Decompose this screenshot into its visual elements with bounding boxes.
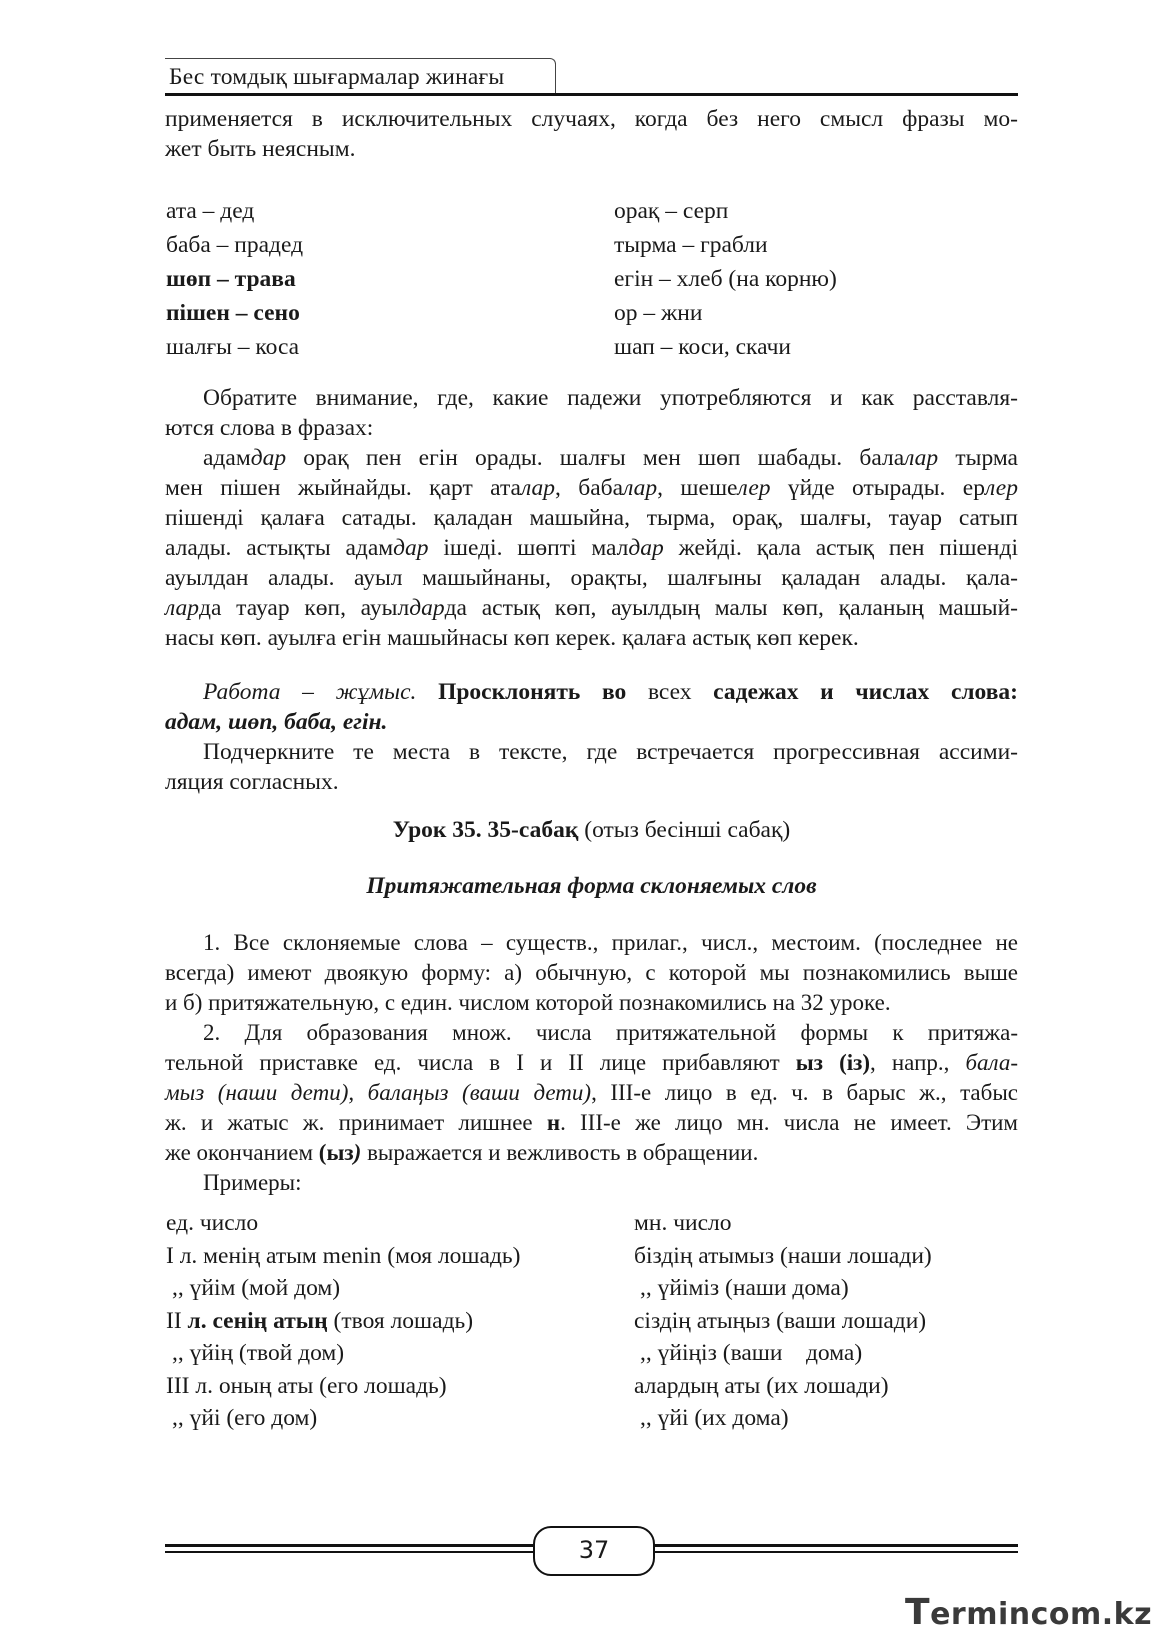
task-paragraph [165,677,1018,797]
task-words: адам, шөп, баба, егін. [165,709,388,735]
notice-line-2: ются слова в фразах: [165,415,374,441]
rule-1-line-1: 1. Все склоняемые слова – существ., прилаг., числ., местоим. (последнее не [203,930,1018,955]
example-item: I л. менің атым menin (моя лошадь) [166,1242,521,1269]
vocab-item: орақ – серп [614,198,729,224]
vocab-item: егін – хлеб (на корню) [614,266,837,292]
example-item: алардың аты (их лошади) [634,1372,889,1399]
examples-singular-head: ед. число [166,1210,259,1236]
underline-task-line-1: Подчеркните те места в тексте, где встречается прогрессивная ассими- [203,739,1018,765]
example-item: ,, үйің (твой дом) [172,1340,345,1366]
running-header [165,58,1018,94]
examples-label: Примеры: [203,1170,302,1195]
examples-plural-column [634,1207,932,1435]
vocab-item: шөп – трава [166,266,296,292]
vocab-item: баба – прадед [166,232,304,258]
example-item: ,, үйім (мой дом) [172,1275,341,1301]
vocab-item: шалғы – коса [166,334,300,360]
example-item: ,, үйі (его дом) [172,1405,318,1431]
example-item: III л. оның аты (его лошадь) [166,1372,447,1399]
vocab-item: ата – дед [166,198,255,224]
task-line-1: Работа – жұмыс. Просклонять во всех садежах и числах слова: [203,679,1018,705]
notice-paragraph [165,383,1018,443]
page-number-frame [533,1526,655,1576]
rule-2-line-4: ж. и жатыс ж. принимает лишнее н. III-е же лицо мн. числа не имеет. Этим [165,1110,1018,1135]
vocab-item: пішен – сено [166,300,300,326]
intro-line-1: применяется в исключительных случаях, когда без него смысл фразы мо- [165,106,1018,132]
rule-2-line-1: 2. Для образования множ. числа притяжательной формы к притяжа- [203,1020,1018,1045]
text-line-3: пішенді қалаға сатады. қаладан машыйна, тырма, орақ, шалғы, тауар сатып [165,505,1018,531]
rule-1-line-3: и б) притяжательную, с един. числом которой познакомились на 32 уроке. [165,990,891,1015]
text-line-5: ауылдан алады. ауыл машыйнаны, орақты, шалғыны қаладан алады. қала- [165,565,1018,591]
vocab-left-column [166,194,303,364]
example-item: сіздің атыңыз (ваши лошади) [634,1307,927,1334]
vocab-right-column [614,194,837,364]
rule-2-line-3: мыз (наши дети), балаңыз (ваши дети), III-е лицо в ед. ч. в барыс ж., табыс [165,1080,1019,1105]
rules-paragraph [165,928,1018,1198]
vocab-item: ор – жни [614,300,703,326]
rule-2-line-2: тельной приставке ед. числа в I и II лице прибавляют ыз (із), напр., бала- [165,1050,1019,1075]
notice-line-1: Обратите внимание, где, какие падежи употребляются и как расставля- [203,385,1018,411]
examples-singular-column [166,1207,520,1435]
header-rule [165,93,1018,96]
rule-2-line-5: же окончанием (ыз) выражается и вежливость в обращении. [165,1140,759,1165]
example-item: ,, үйі (их дома) [640,1405,789,1431]
intro-line-2: жет быть неясным. [165,136,356,162]
underline-task-line-2: ляция согласных. [165,769,339,795]
text-line-1: адамдар орақ пен егін орады. шалғы мен шөп шабады. балалар тырма [203,445,1018,471]
example-item: біздің атымыз (наши лошади) [634,1242,932,1269]
lesson-subtitle: Притяжательная форма склоняемых слов [366,873,817,899]
watermark-logo: Termincom.kz [905,1592,1153,1633]
vocab-item: тырма – грабли [614,232,768,258]
vocab-item: шап – коси, скачи [614,334,791,360]
examples-plural-head: мн. число [634,1210,732,1236]
example-item: ,, үйіміз (наши дома) [640,1275,849,1301]
page-footer [165,1526,1018,1576]
kazakh-text-block [165,443,1018,653]
page-number: 37 [578,1536,610,1564]
text-line-7: насы көп. ауылға егін машыйнасы көп керек. қалаға астық көп керек. [165,625,859,651]
text-line-4: алады. астықты адамдар ішеді. шөпті малдар жейді. қала астық пен пішенді [165,535,1018,561]
intro-paragraph [165,104,1018,164]
example-item: ,, үйіңіз (ваши дома) [640,1340,863,1366]
text-line-6: ларда тауар көп, ауылдарда астық көп, ауылдың малы көп, қаланың машый- [165,595,1018,621]
example-item: II л. сенің атың (твоя лошадь) [166,1307,474,1334]
header-title: Бес томдық шығармалар жинағы [169,64,505,90]
text-line-2: мен пішен жыйнайды. қарт аталар, бабалар, шешелер үйде отырады. ерлер [165,475,1018,501]
rule-1-line-2: всегда) имеют двоякую форму: а) обычную, с которой мы познакомились выше [165,960,1018,985]
lesson-heading: Урок 35. 35-сабақ (отыз бесінші сабақ) [392,817,791,843]
